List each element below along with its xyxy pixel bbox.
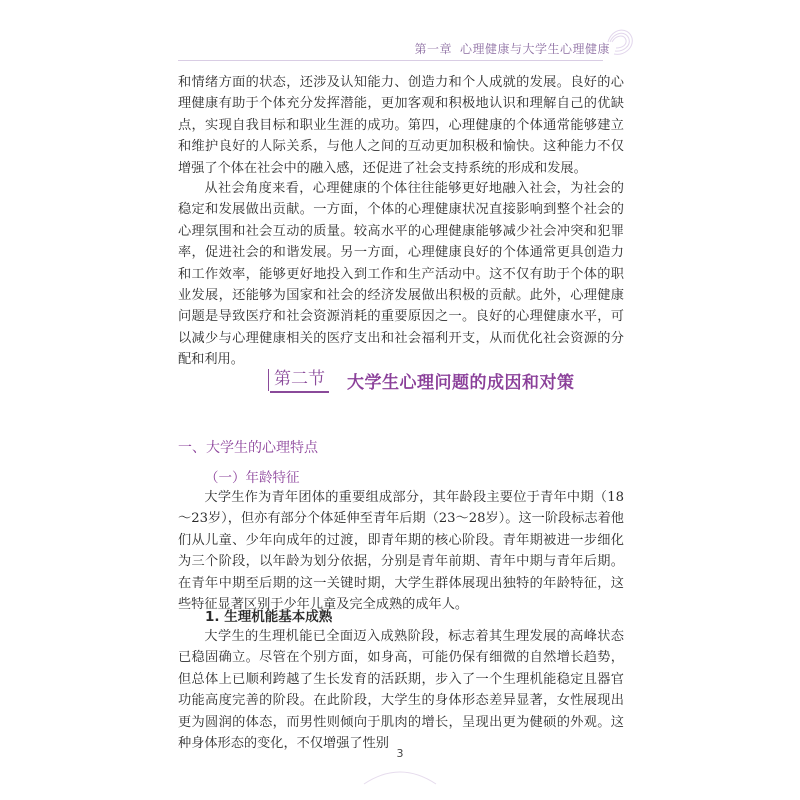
section-heading <box>270 367 575 397</box>
running-header-title: 心理健康与大学生心理健康 <box>459 42 610 56</box>
body-paragraph-4: 大学生的生理机能已全面迈入成熟阶段，标志着其生理发展的高峰状态已稳固确立。尽管在个别方面，如身高，可能仍保有细微的自然增长趋势，但总体上已顺利跨越了生长发育的活跃期，步入了一个生理机能稳定且器官功能高度完善的阶段。在此阶段，大学生的身体形态差异显著，女性展现出更为圆润的体态，而男性则倾向于肌肉的增长，呈现出更为健硕的外观。这种身体形态的变化，不仅增强了性别 <box>178 629 624 752</box>
body-paragraph-2: 从社会角度来看，心理健康的个体往往能够更好地融入社会，为社会的稳定和发展做出贡献。一方面，个体的心理健康状况直接影响到整个社会的心理氛围和社会互动的质量。较高水平的心理健康能够减少社会冲突和犯罪率，促进社会的和谐发展。另一方面，心理健康良好的个体通常更具创造力和工作效率，能够更好地投入到工作和生产活动中。这不仅有助于个体的职业发展，还能够为国家和社会的经济发展做出积极的贡献。此外，心理健康问题是导致医疗和社会资源消耗的重要原因之一。良好的心理健康水平，可以减少与心理健康相关的医疗支出和社会福利开支，从而优化社会资源的分配和利用。 <box>178 181 624 368</box>
section-title: 大学生心理问题的成因和对策 <box>347 372 575 393</box>
page-number: 3 <box>396 747 404 760</box>
body-paragraph-3: 大学生作为青年团体的重要组成部分，其年龄段主要位于青年中期（18～23岁），但亦有部分个体延伸至青年后期（23～28岁）。这一阶段标志着他们从儿童、少年向成年的过渡，即青年期的核心阶段。青年期被进一步细化为三个阶段，以年龄为划分依据，分别是青年前期、青年中期与青年后期。在青年中期至后期的这一关键时期，大学生群体展现出独特的年龄特征，这些特征显著区别于少年儿童及完全成熟的成年人。 <box>178 490 624 613</box>
heading-level-2: （一）年龄特征 <box>205 470 300 486</box>
section-number: 第二节 <box>270 367 329 393</box>
running-header <box>414 40 610 57</box>
header-swirl-ornament <box>606 22 636 62</box>
header-divider <box>178 60 603 61</box>
body-paragraph-1: 和情绪方面的状态，还涉及认知能力、创造力和个人成就的发展。良好的心理健康有助于个体充分发挥潜能，更加客观和积极地认识和理解自己的优缺点，实现自我目标和职业生涯的成功。第四，心理健康的个体通常能够建立和维护良好的人际关系，与他人之间的互动更加积极和愉快。这种能力不仅增强了个体在社会中的融入感，还促进了社会支持系统的形成和发展。 <box>178 75 624 176</box>
heading-level-3: 1. 生理机能基本成熟 <box>205 609 333 625</box>
footer-arc-ornament <box>360 760 440 790</box>
running-header-chapter: 第一章 <box>414 42 452 56</box>
heading-level-1: 一、大学生的心理特点 <box>178 440 318 456</box>
